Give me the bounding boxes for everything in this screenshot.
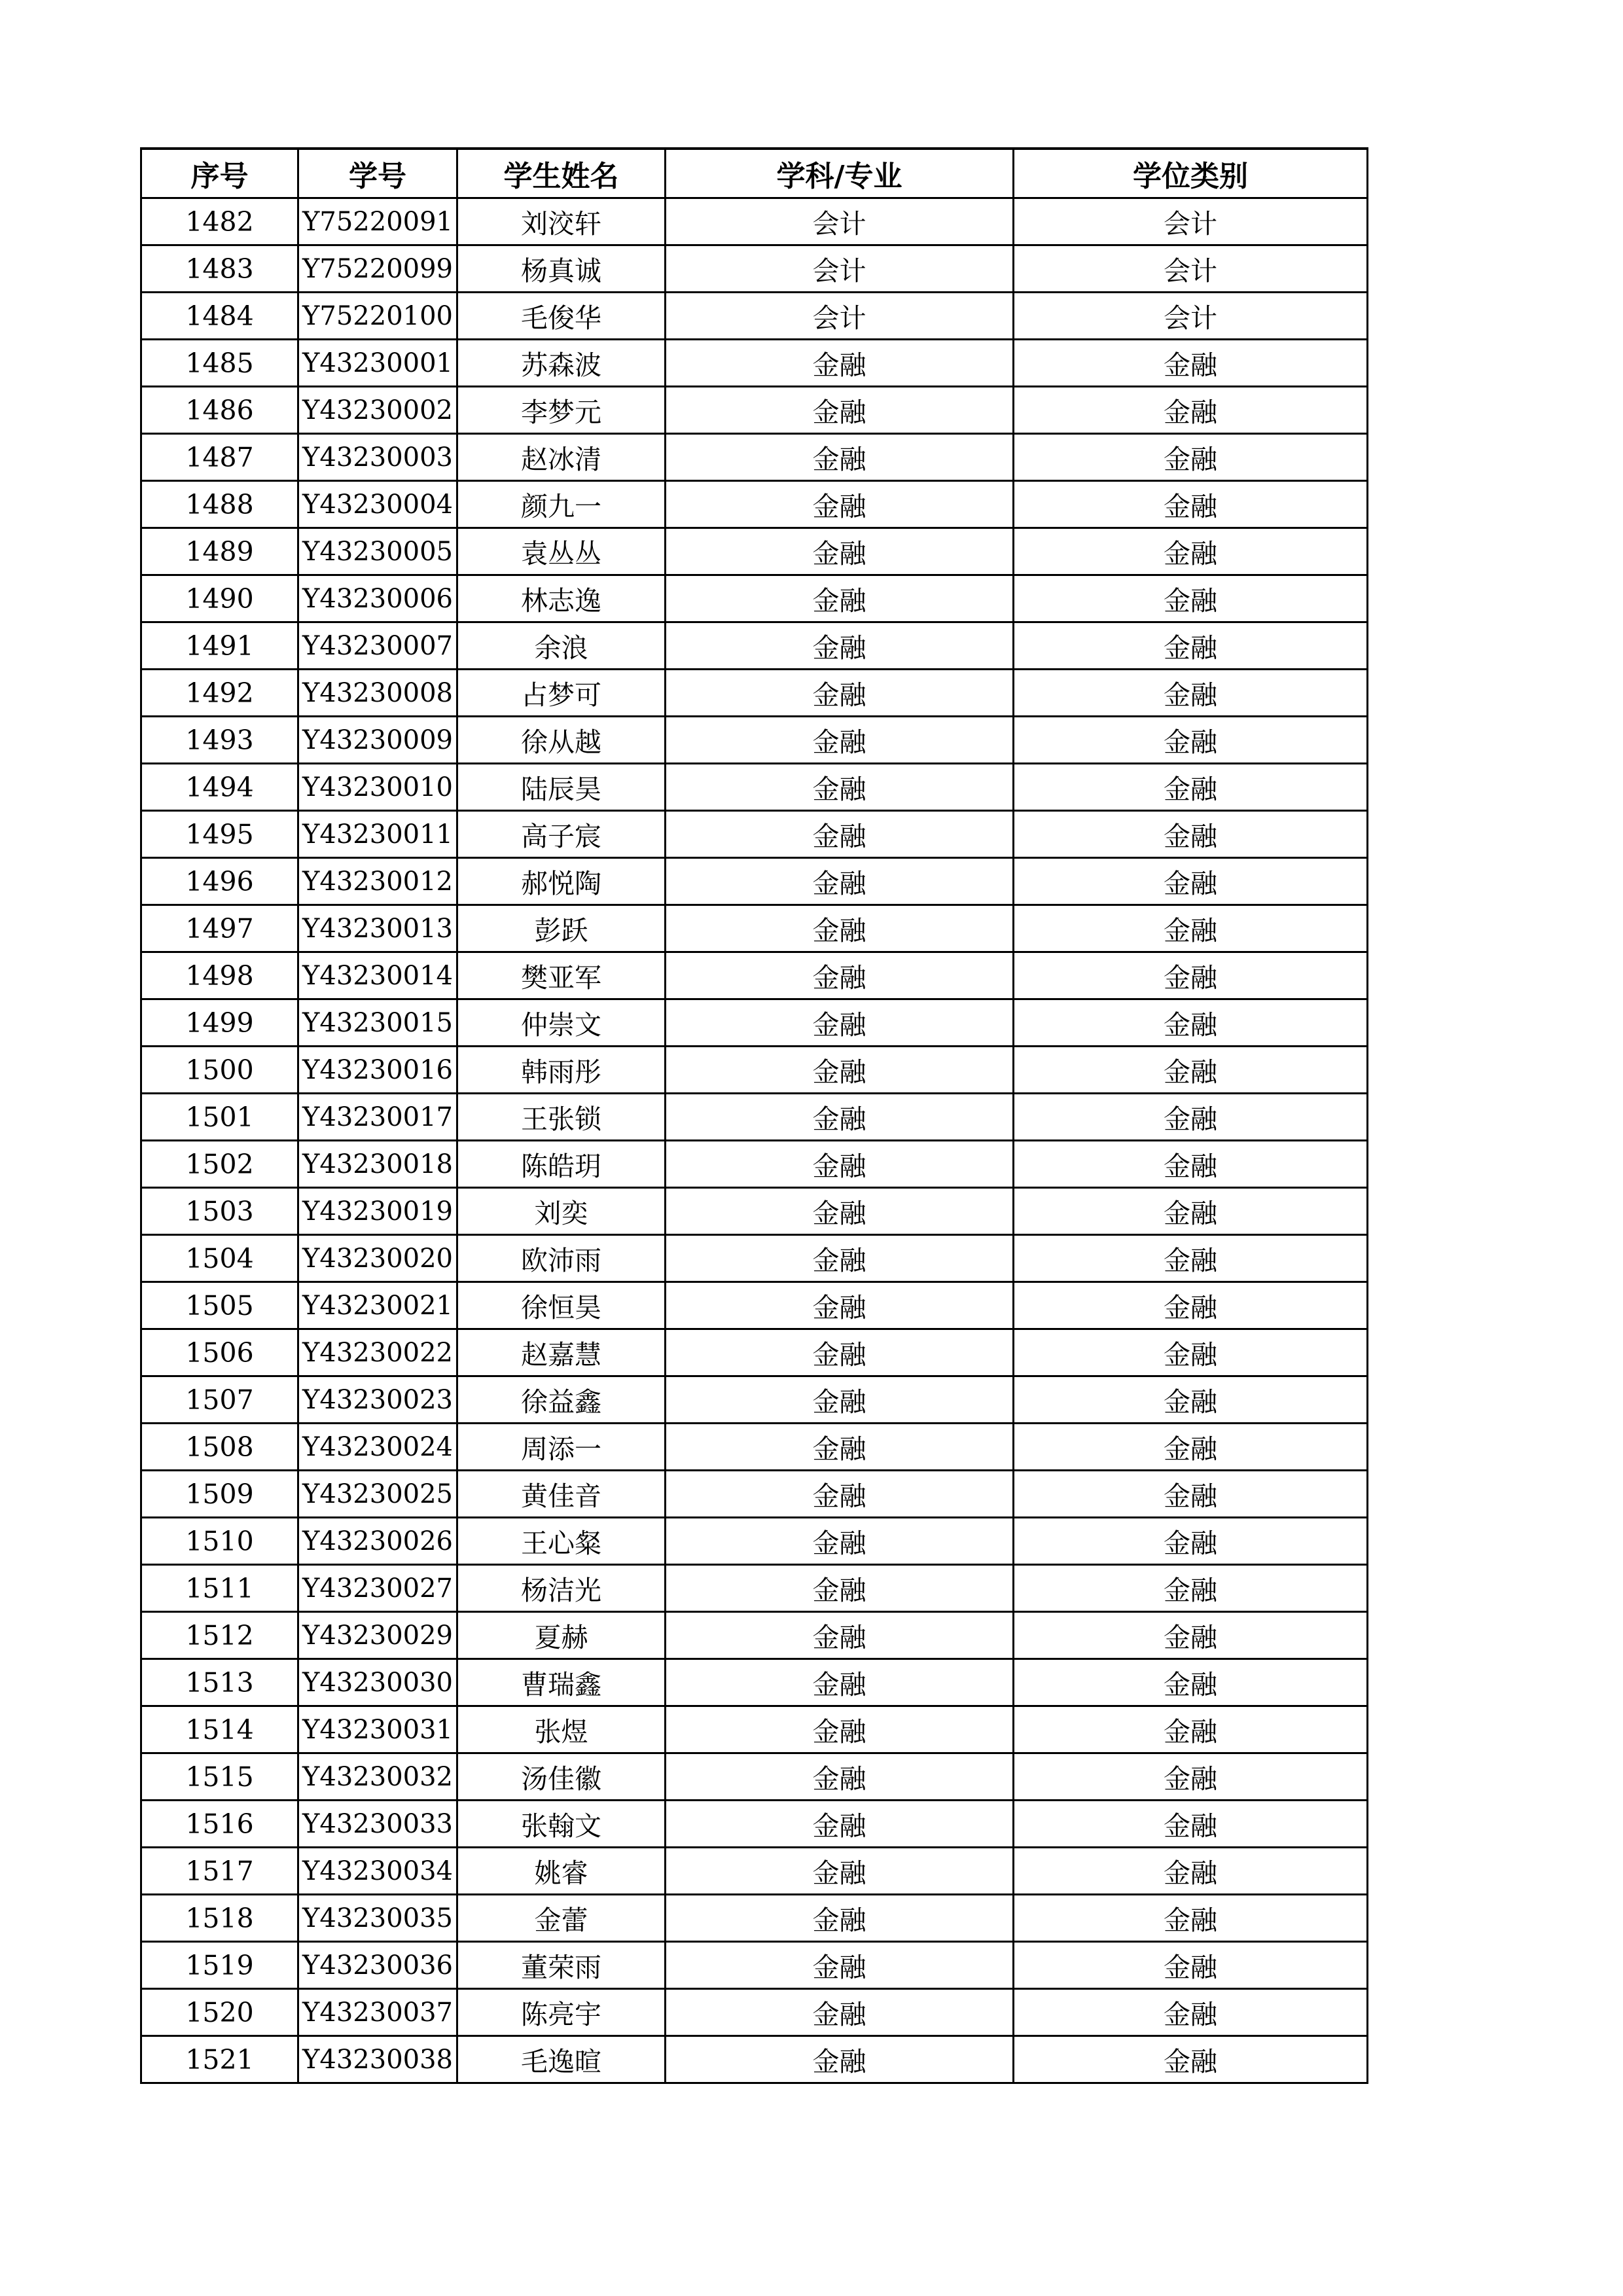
cell-student-id: Y43230008 — [298, 670, 457, 717]
cell-major: 金融 — [666, 1188, 1014, 1235]
cell-student-name: 张煜 — [457, 1706, 666, 1753]
cell-student-id: Y43230015 — [298, 999, 457, 1047]
cell-major: 会计 — [666, 198, 1014, 245]
cell-student-name: 郝悦陶 — [457, 858, 666, 905]
cell-degree-type: 金融 — [1014, 1895, 1368, 1942]
cell-degree-type: 金融 — [1014, 1753, 1368, 1801]
cell-student-id: Y43230023 — [298, 1376, 457, 1424]
cell-major: 会计 — [666, 293, 1014, 340]
cell-major: 金融 — [666, 622, 1014, 670]
cell-student-id: Y43230014 — [298, 952, 457, 999]
cell-major: 金融 — [666, 1424, 1014, 1471]
cell-major: 金融 — [666, 1706, 1014, 1753]
cell-major: 金融 — [666, 1376, 1014, 1424]
cell-student-name: 余浪 — [457, 622, 666, 670]
table-row — [141, 717, 1368, 764]
cell-student-id: Y43230034 — [298, 1848, 457, 1895]
cell-degree-type: 金融 — [1014, 952, 1368, 999]
cell-major: 金融 — [666, 1047, 1014, 1094]
table-row — [141, 622, 1368, 670]
cell-seq: 1513 — [141, 1659, 298, 1706]
cell-major: 金融 — [666, 1895, 1014, 1942]
table-row — [141, 1706, 1368, 1753]
cell-major: 金融 — [666, 340, 1014, 387]
cell-student-name: 徐恒昊 — [457, 1282, 666, 1329]
cell-seq: 1515 — [141, 1753, 298, 1801]
cell-student-id: Y43230037 — [298, 1989, 457, 2036]
cell-seq: 1491 — [141, 622, 298, 670]
cell-seq: 1510 — [141, 1518, 298, 1565]
cell-student-id: Y43230007 — [298, 622, 457, 670]
cell-student-id: Y43230027 — [298, 1565, 457, 1612]
cell-seq: 1489 — [141, 528, 298, 575]
cell-major: 金融 — [666, 811, 1014, 858]
cell-student-name: 欧沛雨 — [457, 1235, 666, 1282]
cell-student-name: 王心粲 — [457, 1518, 666, 1565]
table-row — [141, 1094, 1368, 1141]
cell-student-name: 樊亚军 — [457, 952, 666, 999]
cell-seq: 1483 — [141, 245, 298, 293]
cell-seq: 1501 — [141, 1094, 298, 1141]
cell-student-name: 杨真诚 — [457, 245, 666, 293]
cell-major: 金融 — [666, 999, 1014, 1047]
cell-seq: 1494 — [141, 764, 298, 811]
cell-degree-type: 金融 — [1014, 670, 1368, 717]
cell-student-name: 陈亮宇 — [457, 1989, 666, 2036]
cell-seq: 1485 — [141, 340, 298, 387]
cell-degree-type: 金融 — [1014, 1141, 1368, 1188]
cell-major: 会计 — [666, 245, 1014, 293]
cell-student-name: 周添一 — [457, 1424, 666, 1471]
cell-degree-type: 金融 — [1014, 1188, 1368, 1235]
table-row — [141, 1376, 1368, 1424]
cell-degree-type: 金融 — [1014, 999, 1368, 1047]
cell-student-id: Y75220091 — [298, 198, 457, 245]
table-row — [141, 340, 1368, 387]
cell-seq: 1520 — [141, 1989, 298, 2036]
table-row — [141, 1188, 1368, 1235]
cell-major: 金融 — [666, 1848, 1014, 1895]
cell-seq: 1493 — [141, 717, 298, 764]
header-student-name: 学生姓名 — [457, 149, 666, 198]
cell-student-name: 刘洨轩 — [457, 198, 666, 245]
cell-student-id: Y43230002 — [298, 387, 457, 434]
cell-degree-type: 金融 — [1014, 764, 1368, 811]
table-row — [141, 1141, 1368, 1188]
cell-degree-type: 金融 — [1014, 717, 1368, 764]
cell-student-id: Y43230010 — [298, 764, 457, 811]
cell-major: 金融 — [666, 1235, 1014, 1282]
cell-seq: 1506 — [141, 1329, 298, 1376]
cell-seq: 1503 — [141, 1188, 298, 1235]
header-row — [141, 149, 1368, 198]
cell-student-name: 姚睿 — [457, 1848, 666, 1895]
cell-major: 金融 — [666, 1094, 1014, 1141]
cell-seq: 1500 — [141, 1047, 298, 1094]
table-row — [141, 1329, 1368, 1376]
cell-major: 金融 — [666, 1329, 1014, 1376]
cell-student-id: Y43230020 — [298, 1235, 457, 1282]
cell-student-name: 韩雨彤 — [457, 1047, 666, 1094]
table-header — [141, 149, 1368, 198]
table-row — [141, 1848, 1368, 1895]
cell-degree-type: 会计 — [1014, 198, 1368, 245]
table-row — [141, 764, 1368, 811]
cell-seq: 1509 — [141, 1471, 298, 1518]
cell-seq: 1508 — [141, 1424, 298, 1471]
table-row — [141, 1424, 1368, 1471]
cell-degree-type: 金融 — [1014, 811, 1368, 858]
cell-student-name: 杨洁光 — [457, 1565, 666, 1612]
cell-student-name: 夏赫 — [457, 1612, 666, 1659]
cell-major: 金融 — [666, 905, 1014, 952]
cell-student-id: Y43230016 — [298, 1047, 457, 1094]
cell-student-id: Y43230013 — [298, 905, 457, 952]
cell-seq: 1504 — [141, 1235, 298, 1282]
cell-seq: 1499 — [141, 999, 298, 1047]
cell-student-name: 毛逸暄 — [457, 2036, 666, 2083]
cell-seq: 1512 — [141, 1612, 298, 1659]
table-row — [141, 1235, 1368, 1282]
cell-degree-type: 金融 — [1014, 1612, 1368, 1659]
cell-student-name: 张翰文 — [457, 1801, 666, 1848]
table-row — [141, 575, 1368, 622]
cell-seq: 1505 — [141, 1282, 298, 1329]
cell-student-name: 李梦元 — [457, 387, 666, 434]
cell-major: 金融 — [666, 1612, 1014, 1659]
cell-student-name: 高子宸 — [457, 811, 666, 858]
table-row — [141, 999, 1368, 1047]
cell-degree-type: 会计 — [1014, 293, 1368, 340]
cell-student-id: Y43230011 — [298, 811, 457, 858]
cell-student-id: Y43230035 — [298, 1895, 457, 1942]
cell-major: 金融 — [666, 1989, 1014, 2036]
header-degree-type: 学位类别 — [1014, 149, 1368, 198]
cell-major: 金融 — [666, 1801, 1014, 1848]
cell-student-name: 陈皓玥 — [457, 1141, 666, 1188]
table-row — [141, 952, 1368, 999]
table-row — [141, 1047, 1368, 1094]
cell-student-id: Y75220099 — [298, 245, 457, 293]
table-row — [141, 1753, 1368, 1801]
table-row — [141, 811, 1368, 858]
cell-major: 金融 — [666, 387, 1014, 434]
cell-degree-type: 金融 — [1014, 387, 1368, 434]
cell-major: 金融 — [666, 952, 1014, 999]
cell-student-name: 苏森波 — [457, 340, 666, 387]
cell-student-name: 仲崇文 — [457, 999, 666, 1047]
cell-seq: 1511 — [141, 1565, 298, 1612]
cell-degree-type: 金融 — [1014, 1047, 1368, 1094]
table-row — [141, 1565, 1368, 1612]
cell-student-name: 汤佳徽 — [457, 1753, 666, 1801]
cell-seq: 1486 — [141, 387, 298, 434]
cell-major: 金融 — [666, 1753, 1014, 1801]
cell-degree-type: 金融 — [1014, 1094, 1368, 1141]
cell-student-name: 徐益鑫 — [457, 1376, 666, 1424]
cell-degree-type: 金融 — [1014, 1706, 1368, 1753]
cell-degree-type: 金融 — [1014, 905, 1368, 952]
cell-student-id: Y43230006 — [298, 575, 457, 622]
table-row — [141, 1612, 1368, 1659]
cell-major: 金融 — [666, 1141, 1014, 1188]
cell-student-id: Y43230019 — [298, 1188, 457, 1235]
cell-degree-type: 金融 — [1014, 1848, 1368, 1895]
cell-degree-type: 金融 — [1014, 1424, 1368, 1471]
cell-major: 金融 — [666, 2036, 1014, 2083]
cell-major: 金融 — [666, 575, 1014, 622]
cell-degree-type: 金融 — [1014, 1471, 1368, 1518]
cell-major: 金融 — [666, 1942, 1014, 1989]
student-roster-table — [140, 147, 1368, 2084]
cell-seq: 1490 — [141, 575, 298, 622]
cell-major: 金融 — [666, 1518, 1014, 1565]
cell-degree-type: 金融 — [1014, 1801, 1368, 1848]
cell-major: 金融 — [666, 1659, 1014, 1706]
cell-student-id: Y43230017 — [298, 1094, 457, 1141]
cell-degree-type: 金融 — [1014, 528, 1368, 575]
cell-student-id: Y43230033 — [298, 1801, 457, 1848]
table-row — [141, 528, 1368, 575]
cell-student-id: Y43230025 — [298, 1471, 457, 1518]
cell-seq: 1502 — [141, 1141, 298, 1188]
table-row — [141, 1989, 1368, 2036]
cell-student-name: 徐从越 — [457, 717, 666, 764]
cell-major: 金融 — [666, 858, 1014, 905]
cell-seq: 1495 — [141, 811, 298, 858]
header-major: 学科/专业 — [666, 149, 1014, 198]
cell-degree-type: 金融 — [1014, 1942, 1368, 1989]
cell-student-name: 王张锁 — [457, 1094, 666, 1141]
cell-seq: 1518 — [141, 1895, 298, 1942]
cell-student-name: 黄佳音 — [457, 1471, 666, 1518]
table-row — [141, 905, 1368, 952]
table-row — [141, 1471, 1368, 1518]
cell-student-name: 林志逸 — [457, 575, 666, 622]
cell-student-name: 赵嘉慧 — [457, 1329, 666, 1376]
cell-major: 金融 — [666, 717, 1014, 764]
cell-degree-type: 金融 — [1014, 481, 1368, 528]
cell-seq: 1519 — [141, 1942, 298, 1989]
cell-degree-type: 金融 — [1014, 1565, 1368, 1612]
cell-student-id: Y43230022 — [298, 1329, 457, 1376]
cell-seq: 1492 — [141, 670, 298, 717]
cell-student-id: Y43230009 — [298, 717, 457, 764]
cell-student-id: Y43230038 — [298, 2036, 457, 2083]
cell-degree-type: 金融 — [1014, 1659, 1368, 1706]
cell-major: 金融 — [666, 1282, 1014, 1329]
cell-seq: 1482 — [141, 198, 298, 245]
cell-degree-type: 金融 — [1014, 622, 1368, 670]
cell-seq: 1498 — [141, 952, 298, 999]
cell-degree-type: 金融 — [1014, 1518, 1368, 1565]
cell-degree-type: 金融 — [1014, 2036, 1368, 2083]
cell-student-id: Y43230003 — [298, 434, 457, 481]
cell-student-name: 彭跃 — [457, 905, 666, 952]
cell-seq: 1484 — [141, 293, 298, 340]
cell-seq: 1488 — [141, 481, 298, 528]
cell-student-name: 董荣雨 — [457, 1942, 666, 1989]
cell-student-name: 曹瑞鑫 — [457, 1659, 666, 1706]
table-row — [141, 2036, 1368, 2083]
cell-major: 金融 — [666, 528, 1014, 575]
table-row — [141, 198, 1368, 245]
cell-degree-type: 金融 — [1014, 1376, 1368, 1424]
cell-degree-type: 金融 — [1014, 858, 1368, 905]
table-row — [141, 1942, 1368, 1989]
table-row — [141, 670, 1368, 717]
cell-student-id: Y43230018 — [298, 1141, 457, 1188]
cell-student-id: Y43230029 — [298, 1612, 457, 1659]
cell-student-name: 刘奕 — [457, 1188, 666, 1235]
cell-major: 金融 — [666, 670, 1014, 717]
table-row — [141, 1518, 1368, 1565]
table-row — [141, 293, 1368, 340]
cell-degree-type: 金融 — [1014, 575, 1368, 622]
table-row — [141, 1659, 1368, 1706]
cell-student-id: Y43230026 — [298, 1518, 457, 1565]
cell-seq: 1487 — [141, 434, 298, 481]
table-row — [141, 245, 1368, 293]
table-row — [141, 1282, 1368, 1329]
cell-major: 金融 — [666, 481, 1014, 528]
header-student-id: 学号 — [298, 149, 457, 198]
cell-student-id: Y43230005 — [298, 528, 457, 575]
cell-student-id: Y43230012 — [298, 858, 457, 905]
cell-student-id: Y43230004 — [298, 481, 457, 528]
cell-major: 金融 — [666, 764, 1014, 811]
table-body — [141, 198, 1368, 2083]
table-row — [141, 387, 1368, 434]
cell-degree-type: 金融 — [1014, 1329, 1368, 1376]
cell-seq: 1521 — [141, 2036, 298, 2083]
cell-major: 金融 — [666, 1471, 1014, 1518]
cell-seq: 1514 — [141, 1706, 298, 1753]
cell-degree-type: 金融 — [1014, 1282, 1368, 1329]
cell-seq: 1517 — [141, 1848, 298, 1895]
cell-student-id: Y43230001 — [298, 340, 457, 387]
cell-student-id: Y43230024 — [298, 1424, 457, 1471]
cell-seq: 1497 — [141, 905, 298, 952]
cell-student-name: 占梦可 — [457, 670, 666, 717]
cell-student-id: Y43230031 — [298, 1706, 457, 1753]
table-row — [141, 1895, 1368, 1942]
cell-student-id: Y43230032 — [298, 1753, 457, 1801]
table-row — [141, 481, 1368, 528]
cell-student-name: 毛俊华 — [457, 293, 666, 340]
cell-student-id: Y43230021 — [298, 1282, 457, 1329]
cell-seq: 1516 — [141, 1801, 298, 1848]
cell-student-name: 金蕾 — [457, 1895, 666, 1942]
cell-seq: 1496 — [141, 858, 298, 905]
table-row — [141, 858, 1368, 905]
cell-student-name: 陆辰昊 — [457, 764, 666, 811]
header-seq: 序号 — [141, 149, 298, 198]
cell-degree-type: 金融 — [1014, 434, 1368, 481]
cell-student-id: Y75220100 — [298, 293, 457, 340]
cell-major: 金融 — [666, 434, 1014, 481]
cell-student-name: 袁丛丛 — [457, 528, 666, 575]
table-row — [141, 434, 1368, 481]
cell-degree-type: 金融 — [1014, 1235, 1368, 1282]
cell-degree-type: 会计 — [1014, 245, 1368, 293]
cell-degree-type: 金融 — [1014, 340, 1368, 387]
cell-student-name: 赵冰清 — [457, 434, 666, 481]
table-row — [141, 1801, 1368, 1848]
cell-seq: 1507 — [141, 1376, 298, 1424]
cell-student-id: Y43230030 — [298, 1659, 457, 1706]
cell-student-name: 颜九一 — [457, 481, 666, 528]
cell-major: 金融 — [666, 1565, 1014, 1612]
cell-degree-type: 金融 — [1014, 1989, 1368, 2036]
cell-student-id: Y43230036 — [298, 1942, 457, 1989]
